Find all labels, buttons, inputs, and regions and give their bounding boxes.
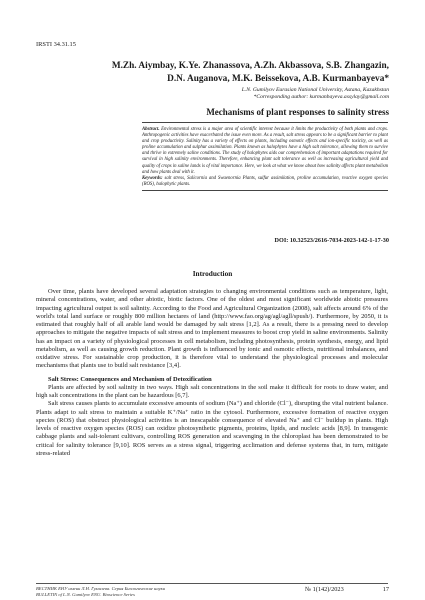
issue-number: № 1(142)/2023 bbox=[305, 586, 344, 593]
article-body bbox=[36, 288, 388, 458]
abstract-paragraph bbox=[142, 127, 388, 176]
abstract-block bbox=[142, 122, 388, 191]
footer-journal bbox=[36, 586, 165, 597]
affiliation bbox=[49, 87, 389, 101]
section-paragraph-2: Salt stress causes plants to accumulate excessive amounts of sodium (Na⁺) and chloride (Cl⁻), disrupting the vital nutrient balance. Plants adapt to salt stress to maintain a suitable K⁺/Na⁺ ratio in the cytosol. Furthermore, excessive formation of reactive oxygen species (ROS) that obstruct physiological activities is an inescapable consequence of elevated Na⁺ and Cl⁻ buildup in plants. High levels of reactive oxygen species (ROS) can oxidize photosynthetic pigments, proteins, lipids, and nucleic acids [8,9]. In transgenic cabbage plants and salt-tolerant cultivars, controlling ROS generation and scavenging in the chloroplast has been demonstrated to be critical for salinity tolerance [9,10]. ROS serves as a stress signal, triggering acclimation and defense systems that, in turn, mitigate stress-related bbox=[36, 400, 388, 457]
page-number: 17 bbox=[382, 586, 389, 593]
abstract-label: Abstract. bbox=[142, 127, 160, 132]
journal-name-kz: ВЕСТНИК ЕНУ имени Л.Н. Гумилева. Серия Биологические науки bbox=[36, 586, 166, 591]
keywords-paragraph bbox=[142, 176, 388, 188]
institution: L.N. Gumilyov Eurasian National University, Astana, Kazakhstan bbox=[241, 87, 389, 93]
section-paragraph-1: Plants are affected by soil salinity in two ways. High salt concentrations in the soil make it difficult for roots to draw water, and high salt concentrations in the plant can be hazardous [6,7]. bbox=[36, 383, 388, 399]
author-line-1: M.Zh. Aiymbay, K.Ye. Zhanassova, A.Zh. Akbassova, S.B. Zhangazin, bbox=[111, 61, 389, 71]
introduction-heading: Introduction bbox=[192, 269, 233, 278]
keywords-label: Keywords: bbox=[142, 175, 163, 181]
author-list bbox=[49, 60, 389, 86]
doi: DOI: 10.32523/2616-7034-2023-142-1-17-30 bbox=[274, 237, 389, 244]
abstract-text: Environmental stress is a major area of scientific interest because it limits the productivity of both plants and crops. Anthropogenic activities have exacerbated the issue even more. As a result, salt stress appears to be a significant barrier to plant and crop productivity. Salinity has a variety of effects on plants, including osmotic effects and ion-specific toxicity, as well as proline accumulation and sulphur assimilation. Plants known as halophytes have a high salt tolerance, allowing them to survive and thrive in extremely saline conditions. The study of halophytes aids our comprehension of important adaptations required for survival in high salinity environments. Therefore, enhancing plant salt tolerance as well as increasing agricultural yield and quality of crops in saline lands is of vital importance. Here, we look at what we know about how salinity affects plant metabolism and how plants deal with it. bbox=[142, 127, 388, 175]
intro-paragraph: Over time, plants have developed several adaptation strategies to changing environmental conditions such as temperature, light, mineral concentrations, water, and other abiotic, biotic factors. One of the oldest and most significant worldwide abiotic pressures impacting agricultural output is soil salinity. According to the Food and Agricultural Organization (2008), salt affects around 6% of the world's total land surface or roughly 800 million hectares of land (http://www.fao.org/ag/agl/agll/spush/). Furthermore, by 2050, it is estimated that roughly half of all arable land would be damaged by salt stress [1,2]. As a result, there is a pressing need to develop approaches to mitigate the negative impacts of salt stress and to implement measures to boost crop yield in saline environments. Salinity has an impact on a variety of physiological processes in cell metabolism, including photosynthesis, protein synthesis, energy, and lipid metabolism, as well as causing growth reduction. Plant growth is influenced by ionic and osmotic effects, nutritional imbalances, and oxidative stress. For sustainable crop production, it is therefore vital to understand the physiological processes and molecular mechanisms that plants use to build salt resistance [3,4]. bbox=[36, 288, 388, 370]
irsti-code: IRSTI 34.31.15 bbox=[36, 41, 76, 48]
footer-divider bbox=[36, 583, 388, 584]
corresponding-author: *Corresponding author: kurmanbayeva.assylay@gmail.com bbox=[253, 94, 389, 101]
author-line-2: D.N. Auganova, M.K. Beissekova, A.B. Kurmanbayeva* bbox=[167, 74, 389, 84]
keywords-text: salt stress, Salicornia and Swaenornia Plants, sulfur assimilation, proline accumulation, reactive oxygen species (ROS), halophytic plants. bbox=[142, 175, 388, 187]
article-title: Mechanisms of plant responses to salinity stress bbox=[206, 107, 389, 117]
section-heading: Salt Stress: Consequences and Mechanism of Detoxification bbox=[48, 375, 212, 383]
journal-name-en: BULLETIN of L.N. Gumilyov ENU. Bioscience Series bbox=[36, 591, 135, 597]
